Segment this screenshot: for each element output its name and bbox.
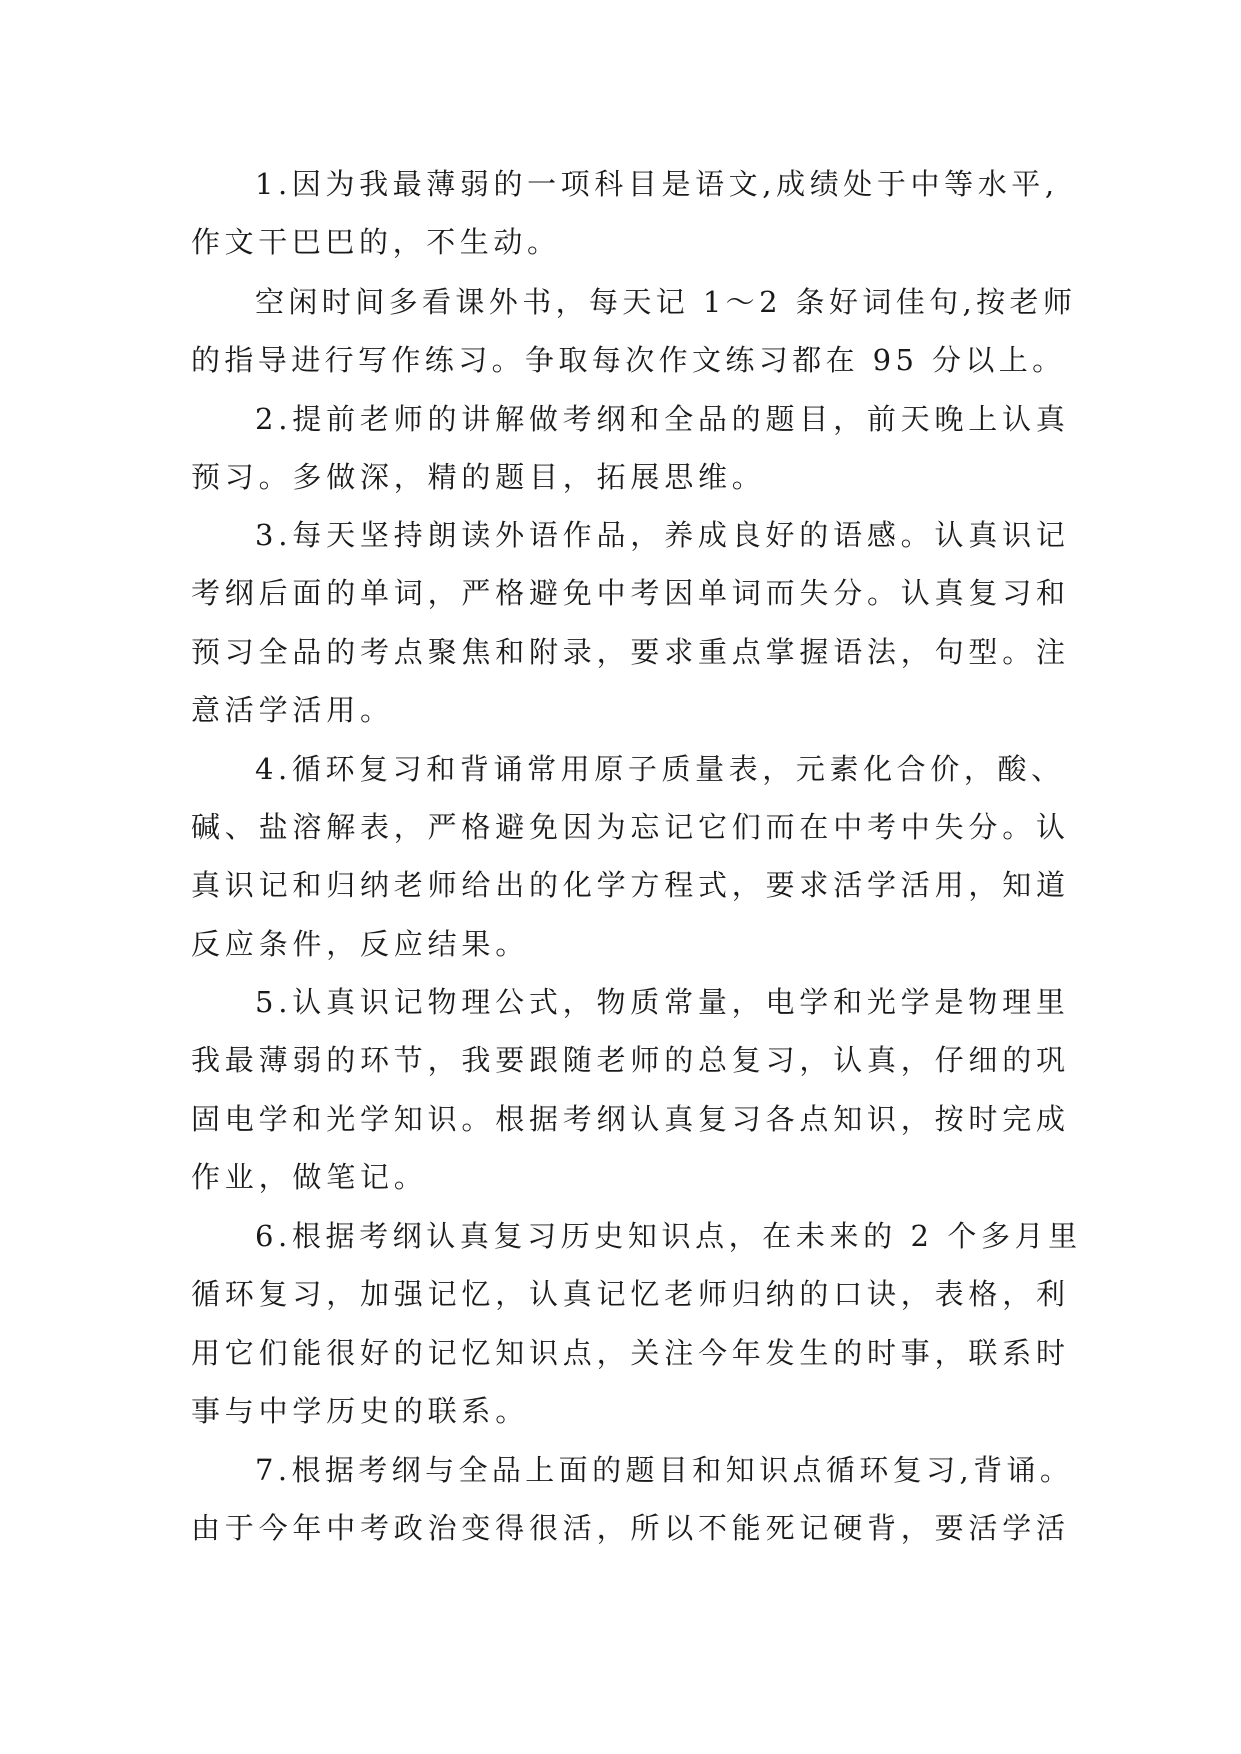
text-line: 的指导进行写作练习。争取每次作文练习都在 95 分以上。 — [191, 343, 1066, 377]
text-line: 我最薄弱的环节，我要跟随老师的总复习，认真，仔细的巩 — [191, 1043, 1070, 1077]
text-line: 空闲时间多看课外书，每天记 1～2 条好词佳句,按老师 — [255, 285, 1077, 319]
text-line: 固电学和光学知识。根据考纲认真复习各点知识，按时完成 — [191, 1102, 1070, 1136]
text-line: 1.因为我最薄弱的一项科目是语文,成绩处于中等水平, — [255, 167, 1059, 201]
text-line: 预习全品的考点聚焦和附录，要求重点掌握语法，句型。注 — [191, 635, 1070, 669]
text-line: 作业，做笔记。 — [191, 1160, 428, 1194]
text-line: 预习。多做深，精的题目，拓展思维。 — [191, 460, 766, 494]
text-line: 循环复习，加强记忆，认真记忆老师归纳的口诀，表格，利 — [191, 1277, 1070, 1311]
text-line: 考纲后面的单词，严格避免中考因单词而失分。认真复习和 — [191, 576, 1070, 610]
text-line: 6.根据考纲认真复习历史知识点，在未来的 2 个多月里 — [255, 1219, 1082, 1253]
text-line: 意活学活用。 — [191, 693, 394, 727]
text-line: 3.每天坚持朗读外语作品，养成良好的语感。认真识记 — [255, 518, 1070, 552]
text-line: 用它们能很好的记忆知识点，关注今年发生的时事，联系时 — [191, 1336, 1070, 1370]
text-line: 由于今年中考政治变得很活，所以不能死记硬背，要活学活 — [191, 1511, 1070, 1545]
text-line: 事与中学历史的联系。 — [191, 1394, 530, 1428]
text-line: 4.循环复习和背诵常用原子质量表，元素化合价，酸、 — [255, 752, 1065, 786]
text-line: 碱、盐溶解表，严格避免因为忘记它们而在中考中失分。认 — [191, 810, 1070, 844]
text-line: 2.提前老师的讲解做考纲和全品的题目，前天晚上认真 — [255, 402, 1070, 436]
text-line: 7.根据考纲与全品上面的题目和知识点循环复习,背诵。 — [255, 1453, 1074, 1487]
text-line: 真识记和归纳老师给出的化学方程式，要求活学活用，知道 — [191, 868, 1070, 902]
text-line: 反应条件，反应结果。 — [191, 927, 530, 961]
text-line: 作文干巴巴的，不生动。 — [191, 225, 561, 259]
text-line: 5.认真识记物理公式，物质常量，电学和光学是物理里 — [255, 985, 1070, 1019]
